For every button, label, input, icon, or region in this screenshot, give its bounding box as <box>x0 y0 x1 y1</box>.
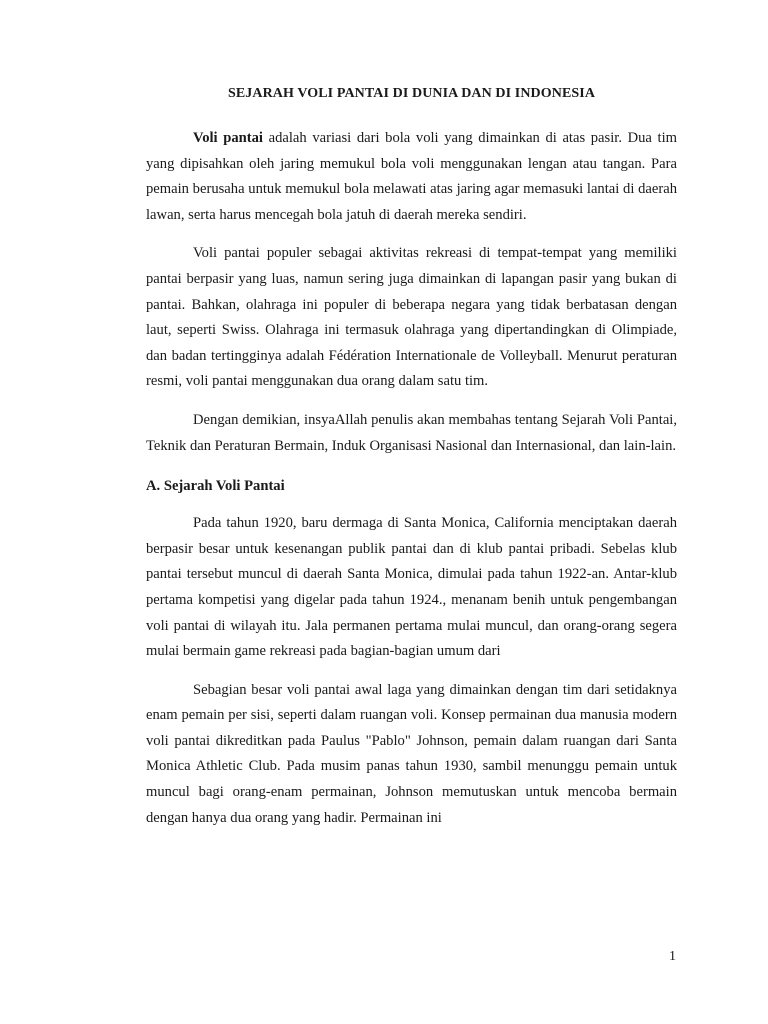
document-title: SEJARAH VOLI PANTAI DI DUNIA DAN DI INDONESIA <box>227 86 596 101</box>
section-a-paragraph-1: Pada tahun 1920, baru dermaga di Santa Monica, California menciptakan daerah berpasir besar untuk kesenangan publik pantai dan di klub pantai pribadi. Sebelas klub pantai tersebut muncul di daerah Santa Monica, dimulai pada tahun 1922-an. Antar-klub pertama kompetisi yang digelar pada tahun 1924., menanam benih untuk pengembangan voli pantai di wilayah itu. Jala permanen pertama mulai muncul, dan orang-orang segera mulai bermain game rekreasi pada bagian-bagian umum dari <box>146 515 677 660</box>
paragraph-2: Voli pantai populer sebagai aktivitas rekreasi di tempat-tempat yang memiliki pantai berpasir yang luas, namun sering juga dimainkan di lapangan pasir yang bukan di pantai. Bahkan, olahraga ini populer di beberapa negara yang tidak berbatasan dengan laut, seperti Swiss. Olahraga ini termasuk olahraga yang dipertandingkan di Olimpiade, dan badan tertingginya adalah Fédération Internationale de Volleyball. Menurut peraturan resmi, voli pantai menggunakan dua orang dalam satu tim. <box>146 245 677 390</box>
intro-paragraph-text: adalah variasi dari bola voli yang dimainkan di atas pasir. Dua tim yang dipisahkan oleh jaring memukul bola voli menggunakan lengan atau tangan. Para pemain berusaha untuk memukul bola melawati atas jaring agar memasuki lantai di daerah lawan, serta harus mencegah bola jatuh di daerah mereka sendiri. <box>146 130 678 223</box>
section-a-paragraph-2: Sebagian besar voli pantai awal laga yang dimainkan dengan tim dari setidaknya enam pemain per sisi, seperti dalam ruangan voli. Konsep permainan dua manusia modern voli pantai dikreditkan pada Paulus "Pablo" Johnson, pemain dalam ruangan dari Santa Monica Athletic Club. Pada musim panas tahun 1930, sambil menunggu pemain untuk muncul bagi orang-enam permainan, Johnson memutuskan untuk mencoba bermain dengan hanya dua orang yang hadir. Permainan ini <box>146 681 677 826</box>
intro-lead-term: Voli pantai <box>193 130 263 146</box>
page-content <box>146 84 677 844</box>
paragraph-3: Dengan demikian, insyaAllah penulis akan membahas tentang Sejarah Voli Pantai, Teknik dan Peraturan Bermain, Induk Organisasi Nasional dan Internasional, dan lain-lain. <box>146 411 677 454</box>
intro-paragraph <box>146 126 677 228</box>
section-a-heading: A. Sejarah Voli Pantai <box>146 478 285 495</box>
page-number: 1 <box>669 949 676 964</box>
